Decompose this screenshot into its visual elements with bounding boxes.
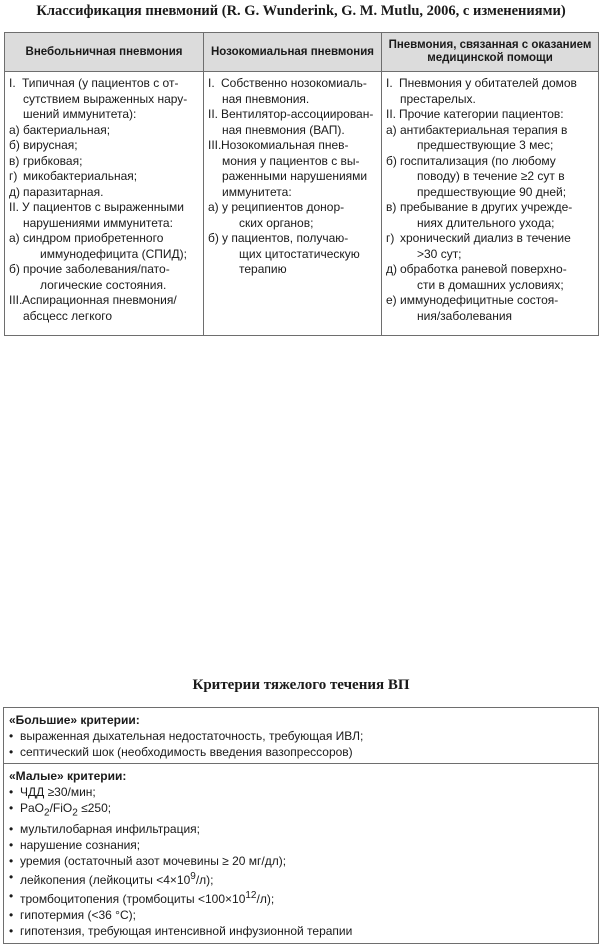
nosocomial-pneumonia-cell — [204, 72, 382, 336]
major-criteria-section — [4, 708, 598, 763]
list-item-text: госпитализация (по любому — [400, 153, 556, 168]
bullet-icon: • — [9, 745, 14, 759]
list-item-text: поводу) в течение ≥2 сут в — [417, 169, 565, 183]
bullet-icon: • — [9, 908, 14, 923]
list-item — [386, 76, 593, 92]
list-item-text: иммунитета: — [222, 184, 292, 199]
bullet-icon: • — [9, 729, 14, 743]
list-marker: д) — [9, 184, 20, 199]
list-item: • гипотермия (<36 °С); — [9, 908, 136, 923]
bullet-icon: • — [9, 924, 14, 939]
list-item-text: иммунодефицита (СПИД); — [40, 246, 187, 261]
list-item — [386, 293, 593, 309]
list-marker: г) — [9, 169, 18, 183]
list-item: • лейкопения (лейкоциты $<4\times 10^9/л$); — [9, 870, 214, 888]
list-item: • уремия (остаточный азот мочевины ≥ 20 мг/дл); — [9, 854, 287, 869]
minor-criteria-heading: «Малые» критерии: — [9, 769, 127, 783]
bullet-icon: • — [9, 801, 14, 815]
list-item — [9, 92, 198, 108]
list-item-text: Нозокомиальная пнев- — [221, 138, 349, 152]
list-item — [9, 216, 198, 232]
list-item-text: сти в домашних условиях; — [417, 277, 564, 292]
bullet-icon: • — [9, 822, 14, 837]
list-item — [386, 262, 593, 278]
list-item — [386, 138, 593, 154]
list-item-text: щих цитостатическую — [239, 246, 360, 261]
list-item-text: иммунодефицитные состоя- — [400, 293, 559, 307]
list-item — [208, 92, 376, 108]
list-item-text: раженными нарушениями — [222, 169, 368, 183]
list-item-text: прочие заболевания/пато- — [23, 262, 170, 276]
list-item-text: Аспирационная пневмония/ — [22, 293, 177, 307]
bullet-icon: • — [9, 889, 14, 904]
list-item — [208, 138, 376, 154]
list-item: • гипотензия, требующая интенсивной инфузионной терапии — [9, 924, 353, 939]
severity-criteria-box — [3, 707, 599, 944]
list-item — [9, 200, 198, 216]
list-item: • выраженная дыхательная недостаточность, требующая ИВЛ; — [9, 729, 364, 743]
list-item-text: предшествующие 90 дней; — [417, 184, 567, 199]
list-marker: б) — [208, 231, 219, 245]
pneumonia-classification-table — [4, 32, 599, 336]
healthcare-pneumonia-cell — [382, 72, 599, 336]
list-marker: д) — [386, 262, 397, 276]
list-marker: а) — [386, 122, 397, 137]
list-item — [208, 231, 376, 247]
list-item-text: предшествующие 3 мес; — [417, 138, 554, 152]
list-item-text: логические состояния. — [40, 277, 167, 292]
list-item-text: нарушениями иммунитета: — [23, 215, 173, 230]
list-item-text: шений иммунитета): — [23, 107, 137, 121]
list-item — [9, 76, 198, 92]
criteria-title: Критерии тяжелого течения ВП — [192, 677, 410, 693]
list-item — [386, 169, 593, 185]
list-item-text: Собственно нозокомиаль- — [221, 76, 367, 90]
minor-criteria-section — [4, 763, 598, 942]
list-marker: II. — [9, 200, 20, 214]
classification-title: Классификация пневмоний (R. G. Wunderink, G. M. Mutlu, 2006, с изменениями) — [36, 3, 566, 19]
list-item-text: Вентилятор-ассоциирован- — [221, 107, 374, 121]
table-header-row — [5, 33, 599, 72]
list-item: • септический шок (необходимость введения вазопрессоров) — [9, 745, 353, 759]
list-item — [208, 200, 376, 216]
list-item — [9, 169, 198, 185]
list-item — [9, 154, 198, 170]
list-marker: в) — [386, 200, 397, 214]
list-item-text: сутствием выраженных нару- — [23, 91, 188, 106]
list-item: • нарушение сознания; — [9, 838, 141, 853]
list-item — [208, 169, 376, 185]
list-item: • ЧДД ≥30/мин; — [9, 785, 96, 799]
list-item — [9, 278, 198, 294]
list-item — [386, 107, 593, 123]
list-marker: II. — [386, 107, 397, 121]
list-item — [9, 123, 198, 139]
col-header-nosocomial: Нозокомиальная пневмония — [204, 33, 382, 72]
bullet-icon: • — [9, 785, 14, 799]
list-item — [9, 107, 198, 123]
list-item-text: ная пневмония (ВАП). — [222, 122, 345, 137]
list-item — [386, 123, 593, 139]
list-item — [9, 262, 198, 278]
list-item-text: абсцесс легкого — [23, 308, 113, 323]
list-item — [9, 309, 198, 325]
list-item — [386, 231, 593, 247]
list-item-text: микобактериальная; — [23, 169, 138, 183]
list-item-text: терапию — [239, 262, 287, 276]
list-marker: в) — [9, 153, 20, 168]
bullet-icon: • — [9, 870, 14, 885]
list-item — [386, 92, 593, 108]
list-item — [386, 185, 593, 201]
list-item-text: Типичная (у пациентов с от- — [22, 76, 179, 90]
list-item-text: хронический диализ в течение — [400, 231, 571, 245]
list-item-text: пребывание в других учрежде- — [400, 200, 573, 214]
list-marker: III. — [9, 293, 23, 307]
list-item-text: паразитарная. — [23, 184, 104, 199]
table-row — [5, 72, 599, 336]
list-item-text: антибактериальная терапия в — [400, 122, 568, 137]
list-marker: I. — [208, 76, 215, 90]
list-marker: б) — [9, 262, 20, 276]
list-item — [9, 247, 198, 263]
list-item-text: ских органов; — [239, 215, 314, 230]
community-pneumonia-cell — [5, 72, 204, 336]
major-criteria-heading: «Большие» критерии: — [9, 713, 140, 727]
list-marker: I. — [9, 76, 16, 90]
list-item — [386, 216, 593, 232]
list-item — [208, 154, 376, 170]
list-item — [208, 107, 376, 123]
list-item-text: у реципиентов донор- — [222, 200, 345, 214]
list-marker: б) — [9, 138, 20, 152]
list-item-text: ниях длительного ухода; — [417, 215, 555, 230]
list-item-text: Пневмония у обитателей домов — [399, 76, 577, 90]
list-item — [208, 185, 376, 201]
list-item-text: синдром приобретенного — [23, 231, 164, 245]
list-item-text: у пациентов, получаю- — [222, 231, 349, 245]
list-item: • PaO$_2$/FiO$_2$ ≤250; — [9, 800, 592, 821]
list-item — [208, 216, 376, 232]
list-item — [208, 123, 376, 139]
list-item — [208, 247, 376, 263]
list-item: • мультилобарная инфильтрация; — [9, 822, 200, 837]
list-item — [386, 309, 593, 325]
list-item — [9, 231, 198, 247]
list-marker: а) — [208, 200, 219, 214]
list-item: • тромбоцитопения (тромбоциты $<100\times 10^{12}/л$); — [9, 889, 275, 907]
col-header-community: Внебольничная пневмония — [5, 33, 204, 72]
bullet-icon: • — [9, 854, 14, 869]
list-item — [386, 200, 593, 216]
list-item — [208, 262, 376, 278]
list-item — [386, 154, 593, 170]
list-marker: I. — [386, 76, 393, 90]
list-item-text: бактериальная; — [23, 122, 111, 137]
list-marker: г) — [386, 231, 395, 245]
list-item-text: ная пневмония. — [222, 91, 310, 106]
list-item-text: обработка раневой поверхно- — [400, 262, 567, 276]
list-marker: III. — [208, 138, 222, 152]
list-item-text: вирусная; — [23, 138, 78, 152]
list-marker: а) — [9, 122, 20, 137]
list-item — [386, 247, 593, 263]
list-marker: е) — [386, 293, 397, 307]
list-item-text: У пациентов с выраженными — [22, 200, 184, 214]
list-item — [386, 278, 593, 294]
list-item-text: >30 сут; — [417, 246, 462, 261]
list-marker: II. — [208, 107, 219, 121]
list-item-text: престарелых. — [400, 91, 476, 106]
list-item — [9, 293, 198, 309]
col-header-healthcare: Пневмония, связанная с оказанием медицинской помощи — [382, 33, 599, 72]
bullet-icon: • — [9, 838, 14, 853]
list-item-text: Прочие категории пациентов: — [399, 107, 564, 121]
list-item — [208, 76, 376, 92]
list-item-text: грибковая; — [23, 153, 83, 168]
list-item — [9, 138, 198, 154]
list-marker: б) — [386, 153, 397, 168]
list-item — [9, 185, 198, 201]
list-item-text: мония у пациентов с вы- — [222, 153, 360, 168]
list-item-text: ния/заболевания — [417, 308, 513, 323]
list-marker: а) — [9, 231, 20, 245]
